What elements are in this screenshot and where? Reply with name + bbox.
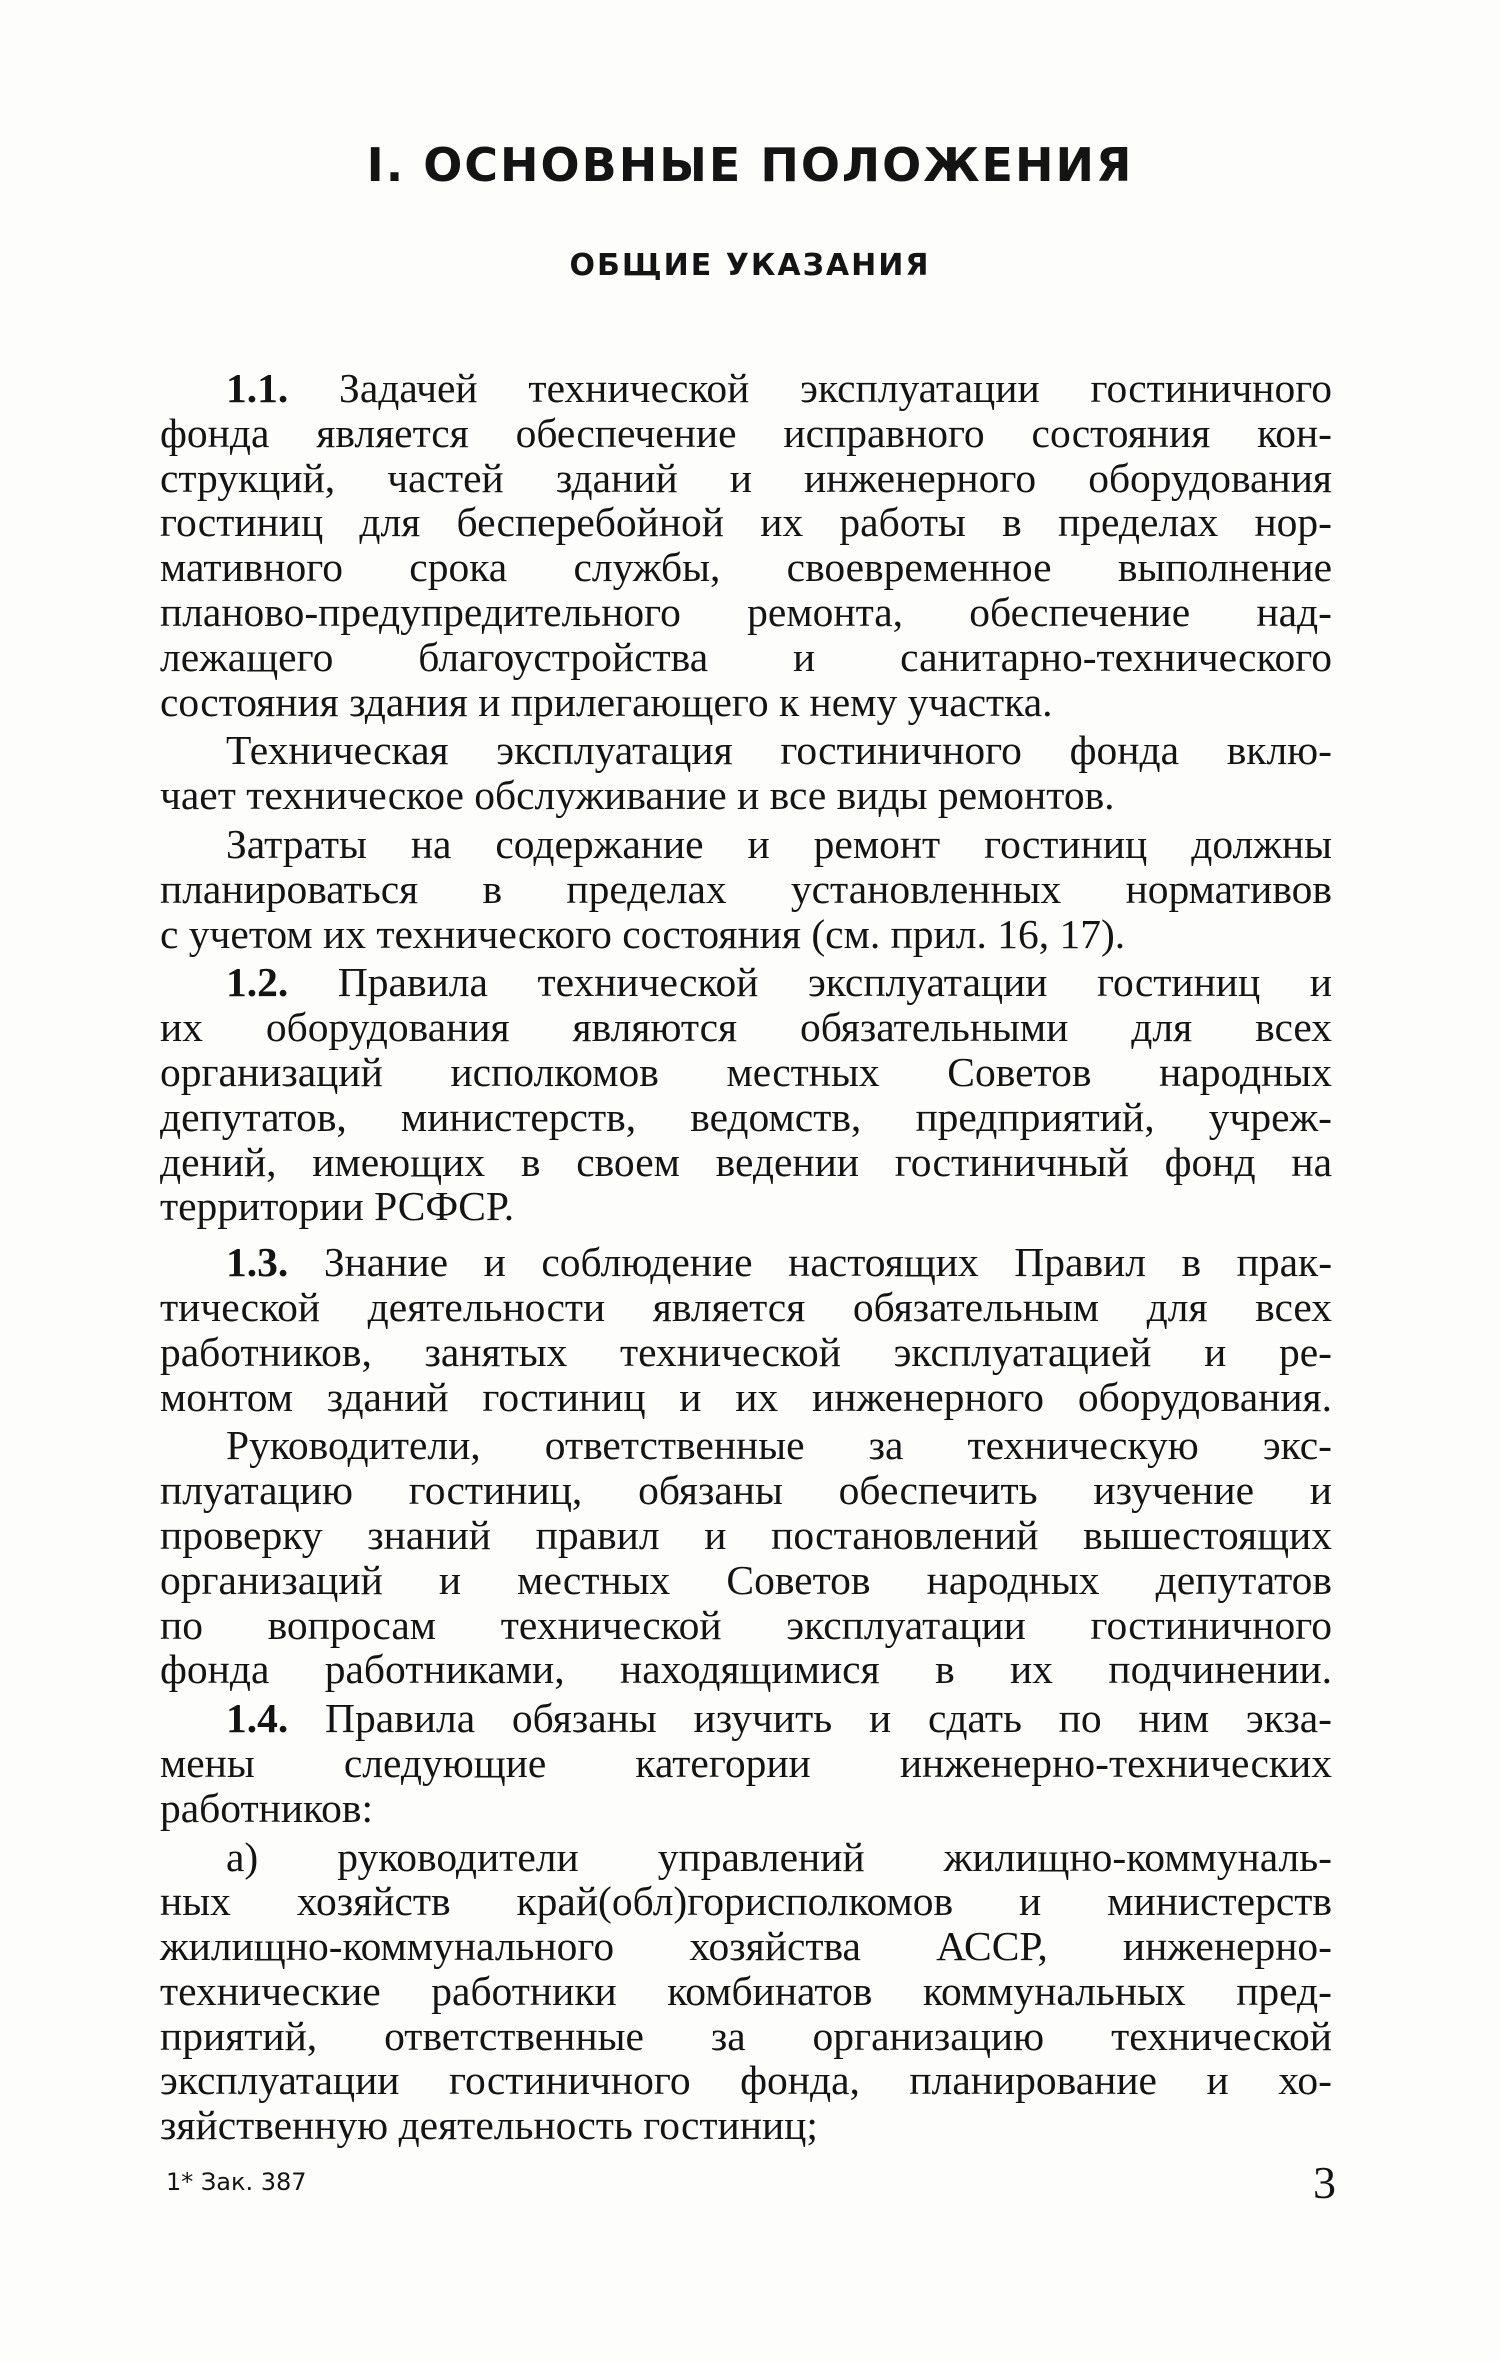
text-line: а) руководители управлений жилищно-коммуналь- xyxy=(226,1833,1332,1880)
clause-number: 1.2. xyxy=(226,959,289,1006)
clause-number: 1.3. xyxy=(226,1239,289,1286)
text-line: 1.1. Задачей технической эксплуатации гостиничного xyxy=(226,365,1332,411)
text-line: их оборудования являются обязательными для всех xyxy=(160,1004,1332,1051)
text-line: чает техническое обслуживание и все виды ремонтов. xyxy=(160,772,1115,819)
text-line: тической деятельности является обязательным для всех xyxy=(160,1283,1332,1330)
text-line: мены следующие категории инженерно-технических xyxy=(160,1739,1332,1786)
text-line: технические работники комбинатов коммунальных пред- xyxy=(160,1967,1332,2014)
paragraph-1-1 xyxy=(160,366,1332,724)
body-text xyxy=(160,366,1332,2152)
paragraph xyxy=(160,1423,1332,1692)
text-line: проверку знаний правил и постановлений вышестоящих xyxy=(160,1511,1332,1558)
printing-signature: 1* Зак. 387 xyxy=(166,2168,307,2196)
text-line: организаций и местных Советов народных депутатов xyxy=(160,1556,1332,1603)
text-line: гостиниц для бесперебойной их работы в пределах нор- xyxy=(160,499,1332,546)
text-line: по вопросам технической эксплуатации гостиничного xyxy=(160,1601,1332,1648)
text-line: 1.2. Правила технической эксплуатации гостиниц и xyxy=(226,959,1332,1006)
section-title: ОБЩИЕ УКАЗАНИЯ xyxy=(569,248,931,283)
text-line: жилищно-коммунального хозяйства АССР, инженерно- xyxy=(160,1923,1332,1970)
clause-number: 1.4. xyxy=(226,1695,289,1742)
text-line: работников, занятых технической эксплуатацией и ре- xyxy=(160,1328,1332,1375)
text-line: Затраты на содержание и ремонт гостиниц должны xyxy=(226,820,1332,867)
paragraph-1-4 xyxy=(160,1696,1332,1830)
paragraph xyxy=(160,728,1332,818)
paragraph-1-2 xyxy=(160,960,1332,1229)
text-line: состояния здания и прилегающего к нему участка. xyxy=(160,678,1053,725)
text-line: работников: xyxy=(160,1784,373,1831)
paragraph-list-item-a xyxy=(160,1835,1332,2149)
text-line: плуатацию гостиниц, обязаны обеспечить изучение и xyxy=(160,1467,1332,1514)
text-line: эксплуатации гостиничного фонда, планирование и хо- xyxy=(160,2057,1332,2104)
text-line: фонда работниками, находящимися в их подчинении. xyxy=(160,1646,1332,1693)
text-line: мативного срока службы, своевременное выполнение xyxy=(160,544,1332,591)
text-line: 1.3. Знание и соблюдение настоящих Правил в прак- xyxy=(226,1239,1333,1286)
text-line: Руководители, ответственные за техническую экс- xyxy=(226,1422,1332,1469)
clause-number: 1.1. xyxy=(226,365,289,411)
text-line: планироваться в пределах установленных нормативов xyxy=(160,865,1332,912)
text-line: струкций, частей зданий и инженерного оборудования xyxy=(160,454,1332,501)
text-line: монтом зданий гостиниц и их инженерного оборудования. xyxy=(160,1373,1332,1420)
text-line: организаций исполкомов местных Советов народных xyxy=(160,1048,1332,1095)
text-line: ных хозяйств край(обл)горисполкомов и министерств xyxy=(160,1878,1332,1925)
chapter-title: I. ОСНОВНЫЕ ПОЛОЖЕНИЯ xyxy=(366,138,1134,192)
text-line: приятий, ответственные за организацию технической xyxy=(160,2012,1332,2059)
text-line: Техническая эксплуатация гостиничного фонда вклю- xyxy=(226,727,1332,774)
text-line: депутатов, министерств, ведомств, предприятий, учреж- xyxy=(160,1093,1332,1140)
page-number: 3 xyxy=(1313,2157,1336,2208)
text-line: лежащего благоустройства и санитарно-технического xyxy=(160,633,1332,680)
text-line: дений, имеющих в своем ведении гостиничный фонд на xyxy=(160,1138,1332,1185)
text-line: 1.4. Правила обязаны изучить и сдать по ним экза- xyxy=(226,1695,1332,1742)
text-line: фонда является обеспечение исправного состояния кон- xyxy=(160,409,1332,456)
text-line: территории РСФСР. xyxy=(160,1183,515,1230)
paragraph xyxy=(160,822,1332,956)
text-line: планово-предупредительного ремонта, обеспечение над- xyxy=(160,588,1332,635)
text-line: зяйственную деятельность гостиниц; xyxy=(160,2102,818,2149)
text-line: с учетом их технического состояния (см. прил. 16, 17). xyxy=(160,910,1126,957)
paragraph-1-3 xyxy=(160,1240,1332,1419)
